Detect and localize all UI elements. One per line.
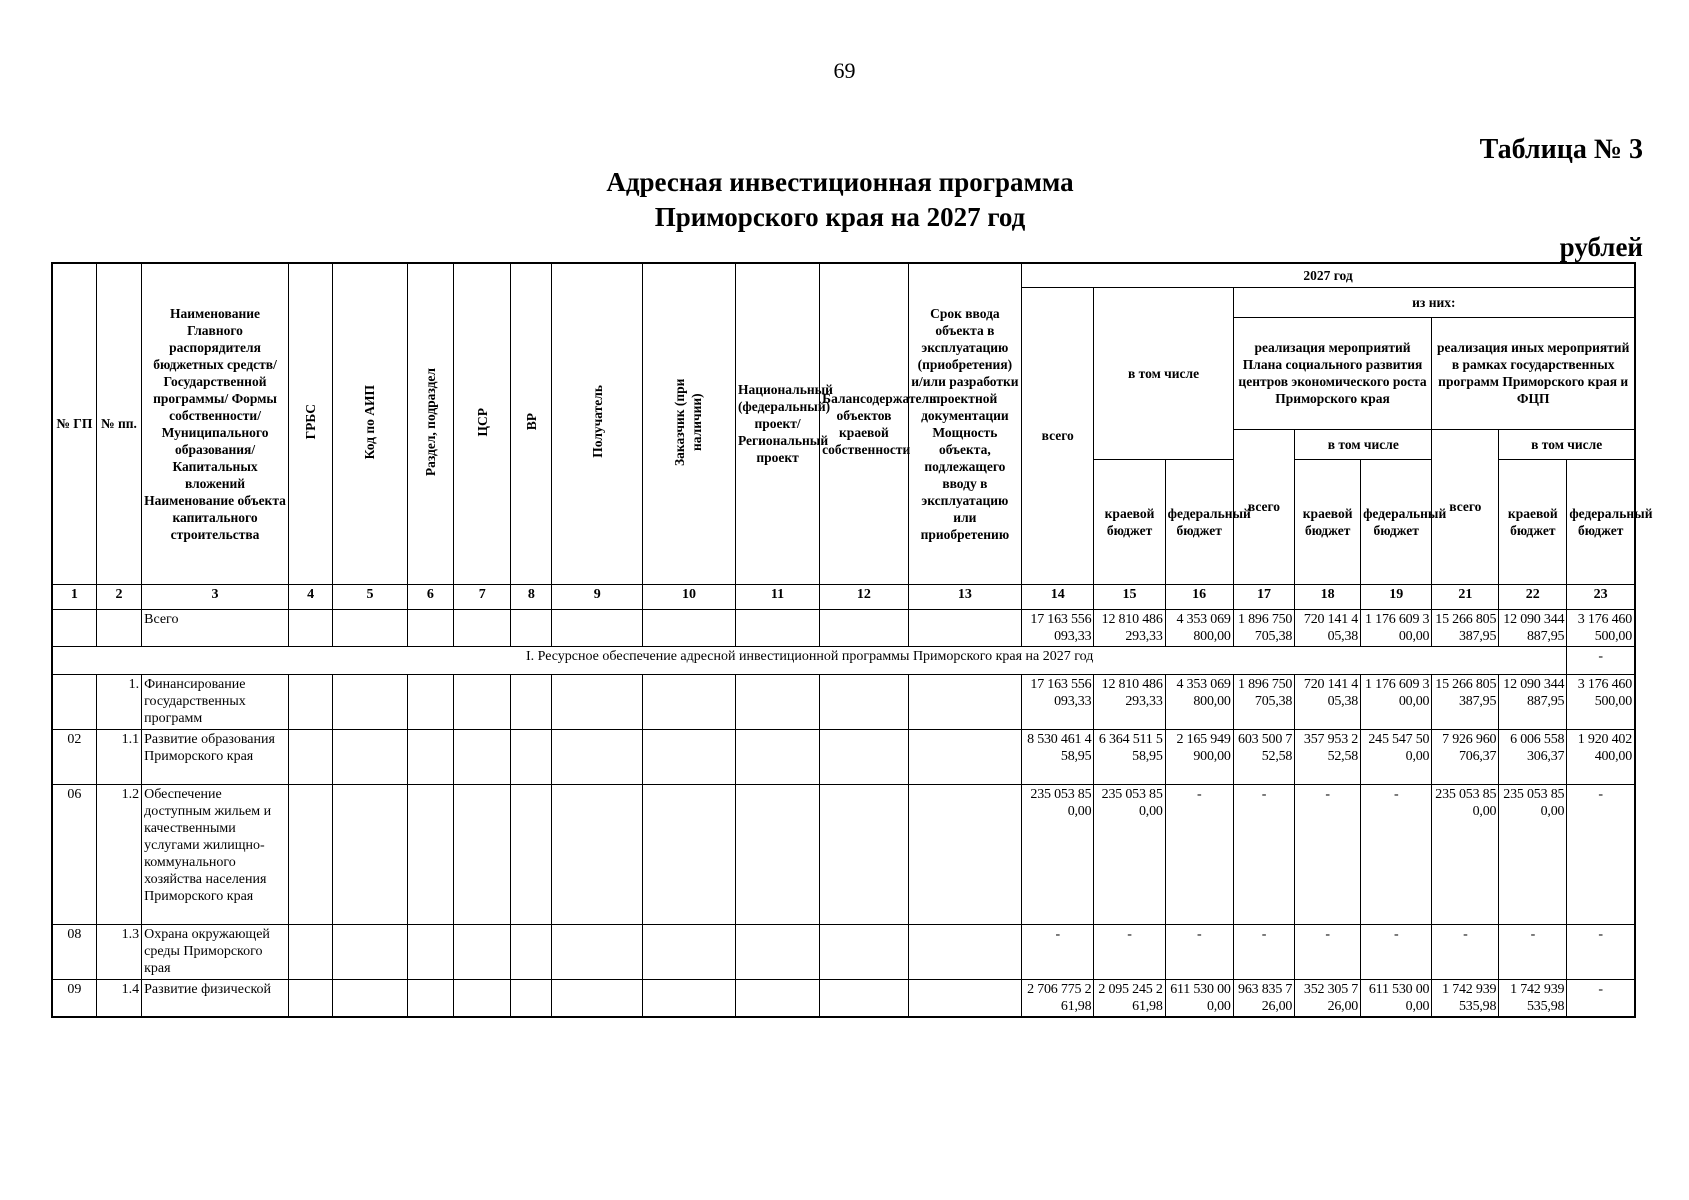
cell-empty (511, 924, 552, 979)
cell-amount: - (1094, 924, 1165, 979)
cell-empty (820, 609, 909, 646)
cell-amount: - (1567, 924, 1635, 979)
header-project: Национальный (федеральный) проект/ Региональный проект (735, 263, 819, 584)
cell-amount: 15 266 805 387,95 (1432, 674, 1499, 729)
cell-amount: 12 090 344 887,95 (1499, 609, 1567, 646)
cell-empty (511, 729, 552, 784)
cell-empty (333, 674, 408, 729)
cell-empty (552, 784, 643, 924)
table-row (52, 674, 1635, 729)
cell-amount: 235 053 850,00 (1094, 784, 1165, 924)
cell-amount: - (1295, 924, 1361, 979)
cell-empty (820, 979, 909, 1017)
cell-empty (735, 674, 819, 729)
cell-empty (643, 609, 736, 646)
header-vr-text: ВР (523, 413, 539, 431)
cell-amount: 17 163 556 093,33 (1022, 674, 1094, 729)
cell-empty (511, 609, 552, 646)
header-year: 2027 год (1022, 263, 1635, 287)
cell-amount: 1 176 609 300,00 (1361, 674, 1432, 729)
cell-amount: 963 835 726,00 (1233, 979, 1295, 1017)
title-line-1: Адресная инвестиционная программа (606, 167, 1074, 197)
column-number: 2 (96, 584, 141, 609)
cell-amount: 720 141 405,38 (1295, 674, 1361, 729)
column-number-row (52, 584, 1635, 609)
cell-empty (333, 784, 408, 924)
cell-amount: 7 926 960 706,37 (1432, 729, 1499, 784)
cell-amount: 6 364 511 558,95 (1094, 729, 1165, 784)
table-row (52, 609, 1635, 646)
cell-empty (643, 729, 736, 784)
cell-empty (454, 674, 511, 729)
cell-amount: 1 742 939 535,98 (1499, 979, 1567, 1017)
header-other-regional: краевой бюджет (1499, 459, 1567, 584)
cell-amount: - (1233, 924, 1295, 979)
table-row (52, 979, 1635, 1017)
column-number: 3 (142, 584, 289, 609)
column-number: 15 (1094, 584, 1165, 609)
cell-amount: 357 953 252,58 (1295, 729, 1361, 784)
cell-amount: 2 095 245 261,98 (1094, 979, 1165, 1017)
cell-empty (552, 609, 643, 646)
cell-empty (552, 924, 643, 979)
cell-amount: 3 176 460 500,00 (1567, 609, 1635, 646)
column-number: 8 (511, 584, 552, 609)
cell-empty (820, 784, 909, 924)
cell-amount: 17 163 556 093,33 (1022, 609, 1094, 646)
cell-amount: - (1361, 924, 1432, 979)
page-number: 69 (833, 58, 856, 83)
table-row (52, 729, 1635, 784)
column-number: 16 (1165, 584, 1233, 609)
cell-amount: 8 530 461 458,95 (1022, 729, 1094, 784)
cell-amount: - (1233, 784, 1295, 924)
cell-name: Финансирование государственных программ (142, 674, 289, 729)
cell-amount: 12 810 486 293,33 (1094, 609, 1165, 646)
cell-empty (552, 729, 643, 784)
cell-empty (511, 979, 552, 1017)
column-number: 5 (333, 584, 408, 609)
cell-empty (288, 674, 332, 729)
cell-empty (454, 729, 511, 784)
cell-name: Охрана окружающей среды Приморского края (142, 924, 289, 979)
cell-gp: 09 (52, 979, 96, 1017)
cell-empty (735, 924, 819, 979)
cell-empty (454, 979, 511, 1017)
header-vr (511, 263, 552, 584)
cell-pp: 1.3 (96, 924, 141, 979)
cell-amount: 235 053 850,00 (1022, 784, 1094, 924)
cell-amount: 12 090 344 887,95 (1499, 674, 1567, 729)
section-last-cell: - (1567, 646, 1635, 674)
cell-empty (908, 924, 1021, 979)
header-grbs (288, 263, 332, 584)
cell-gp (52, 674, 96, 729)
header-razdel-text: Раздел, подраздел (422, 367, 438, 476)
header-plan: реализация мероприятий Плана социального развития центров экономического роста Приморского края (1233, 317, 1432, 429)
column-number: 10 (643, 584, 736, 609)
cell-empty (407, 924, 453, 979)
table-row (52, 924, 1635, 979)
header-aip-text: Код по АИП (362, 384, 378, 459)
cell-amount: - (1567, 784, 1635, 924)
header-total: всего (1022, 287, 1094, 584)
cell-amount: 15 266 805 387,95 (1432, 609, 1499, 646)
header-csr-text: ЦСР (474, 407, 490, 436)
cell-amount: 1 920 402 400,00 (1567, 729, 1635, 784)
cell-amount: 12 810 486 293,33 (1094, 674, 1165, 729)
cell-empty (288, 609, 332, 646)
investment-table (51, 262, 1653, 1018)
cell-amount: 352 305 726,00 (1295, 979, 1361, 1017)
cell-empty (908, 979, 1021, 1017)
cell-empty (908, 729, 1021, 784)
cell-empty (735, 979, 819, 1017)
cell-amount: 4 353 069 800,00 (1165, 609, 1233, 646)
cell-amount: 235 053 850,00 (1499, 784, 1567, 924)
cell-empty (407, 784, 453, 924)
column-number: 11 (735, 584, 819, 609)
cell-name: Обеспечение доступным жильем и качественными услугами жилищно-коммунального хозяйства населения Приморского края (142, 784, 289, 924)
cell-pp: 1.2 (96, 784, 141, 924)
header-pp: № пп. (96, 263, 141, 584)
cell-amount: - (1165, 924, 1233, 979)
document-title (430, 165, 1250, 235)
cell-amount: 2 165 949 900,00 (1165, 729, 1233, 784)
cell-empty (454, 924, 511, 979)
cell-amount: 1 742 939 535,98 (1432, 979, 1499, 1017)
cell-empty (552, 674, 643, 729)
cell-pp (96, 609, 141, 646)
cell-empty (735, 609, 819, 646)
cell-gp: 06 (52, 784, 96, 924)
header-customer-text: Заказчик (при наличии) (672, 378, 704, 466)
header-including: в том числе (1094, 287, 1233, 459)
cell-empty (288, 729, 332, 784)
table-body (52, 609, 1635, 1017)
cell-empty (643, 784, 736, 924)
cell-empty (820, 729, 909, 784)
header-recipient (552, 263, 643, 584)
column-number: 6 (407, 584, 453, 609)
header-other-including: в том числе (1499, 429, 1635, 459)
column-number: 18 (1295, 584, 1361, 609)
section-row (52, 646, 1635, 674)
cell-empty (333, 924, 408, 979)
header-term: Срок ввода объекта в эксплуатацию (приобретения) и/или разработки проектной документации Мощность объекта, подлежащего вводу в эксплуатацию или приобретению (908, 263, 1021, 584)
cell-amount: 6 006 558 306,37 (1499, 729, 1567, 784)
title-line-2: Приморского края на 2027 год (654, 202, 1026, 232)
cell-empty (288, 924, 332, 979)
header-other: реализация иных мероприятий в рамках государственных программ Приморского края и ФЦП (1432, 317, 1635, 429)
column-number: 1 (52, 584, 96, 609)
header-plan-total: всего (1233, 429, 1295, 584)
header-gp: № ГП (52, 263, 96, 584)
header-name: Наименование Главного распорядителя бюджетных средств/Государственной программы/ Формы собственности/Муниципального образования/Капитальных вложений Наименование объекта капитального строительства (142, 263, 289, 584)
cell-amount: 1 896 750 705,38 (1233, 674, 1295, 729)
header-razdel (407, 263, 453, 584)
column-number: 9 (552, 584, 643, 609)
header-other-total: всего (1432, 429, 1499, 584)
cell-name: Всего (142, 609, 289, 646)
cell-empty (407, 674, 453, 729)
cell-empty (643, 674, 736, 729)
cell-name: Развитие образования Приморского края (142, 729, 289, 784)
cell-gp (52, 609, 96, 646)
column-number: 13 (908, 584, 1021, 609)
header-grbs-text: ГРБС (303, 404, 319, 440)
cell-amount: - (1165, 784, 1233, 924)
cell-empty (643, 979, 736, 1017)
cell-empty (820, 924, 909, 979)
section-title: I. Ресурсное обеспечение адресной инвестиционной программы Приморского края на 2027 год (52, 646, 1567, 674)
header-recipient-text: Получатель (589, 385, 605, 459)
cell-empty (735, 729, 819, 784)
column-number: 17 (1233, 584, 1295, 609)
cell-pp: 1. (96, 674, 141, 729)
header-aip (333, 263, 408, 584)
cell-amount: 245 547 500,00 (1361, 729, 1432, 784)
cell-empty (511, 784, 552, 924)
cell-empty (407, 979, 453, 1017)
header-csr (454, 263, 511, 584)
cell-amount: 720 141 405,38 (1295, 609, 1361, 646)
column-number: 12 (820, 584, 909, 609)
cell-amount: 1 896 750 705,38 (1233, 609, 1295, 646)
cell-amount: 611 530 000,00 (1361, 979, 1432, 1017)
cell-amount: 4 353 069 800,00 (1165, 674, 1233, 729)
header-holder: Балансодержатель объектов краевой собственности (820, 263, 909, 584)
column-number: 7 (454, 584, 511, 609)
cell-name: Развитие физической (142, 979, 289, 1017)
cell-empty (288, 979, 332, 1017)
cell-amount: - (1567, 979, 1635, 1017)
column-number: 14 (1022, 584, 1094, 609)
cell-empty (908, 674, 1021, 729)
column-number: 22 (1499, 584, 1567, 609)
cell-amount: 3 176 460 500,00 (1567, 674, 1635, 729)
cell-empty (908, 609, 1021, 646)
header-regional-budget: краевой бюджет (1094, 459, 1165, 584)
cell-amount: 603 500 752,58 (1233, 729, 1295, 784)
column-number: 23 (1567, 584, 1635, 609)
cell-amount: - (1432, 924, 1499, 979)
unit-label: рублей (1559, 232, 1643, 262)
cell-amount: 1 176 609 300,00 (1361, 609, 1432, 646)
cell-empty (333, 979, 408, 1017)
table-label: Таблица № 3 (1479, 134, 1643, 165)
cell-empty (643, 924, 736, 979)
header-customer (643, 263, 736, 584)
cell-empty (735, 784, 819, 924)
cell-empty (407, 729, 453, 784)
cell-amount: - (1022, 924, 1094, 979)
cell-pp: 1.1 (96, 729, 141, 784)
cell-empty (454, 609, 511, 646)
cell-amount: 235 053 850,00 (1432, 784, 1499, 924)
header-plan-federal: федеральный бюджет (1361, 459, 1432, 584)
header-plan-including: в том числе (1295, 429, 1432, 459)
header-plan-regional: краевой бюджет (1295, 459, 1361, 584)
cell-amount: 611 530 000,00 (1165, 979, 1233, 1017)
column-number: 4 (288, 584, 332, 609)
cell-gp: 08 (52, 924, 96, 979)
cell-empty (511, 674, 552, 729)
header-other-federal: федеральный бюджет (1567, 459, 1635, 584)
cell-empty (820, 674, 909, 729)
column-number: 21 (1432, 584, 1499, 609)
cell-empty (288, 784, 332, 924)
cell-empty (552, 979, 643, 1017)
table-row (52, 784, 1635, 924)
cell-amount: - (1499, 924, 1567, 979)
header-federal-budget: федеральный бюджет (1165, 459, 1233, 584)
cell-empty (908, 784, 1021, 924)
cell-empty (333, 609, 408, 646)
header-of-them: из них: (1233, 287, 1635, 317)
cell-pp: 1.4 (96, 979, 141, 1017)
cell-gp: 02 (52, 729, 96, 784)
cell-empty (333, 729, 408, 784)
cell-amount: - (1295, 784, 1361, 924)
column-number: 19 (1361, 584, 1432, 609)
cell-amount: - (1361, 784, 1432, 924)
cell-empty (407, 609, 453, 646)
cell-amount: 2 706 775 261,98 (1022, 979, 1094, 1017)
cell-empty (454, 784, 511, 924)
